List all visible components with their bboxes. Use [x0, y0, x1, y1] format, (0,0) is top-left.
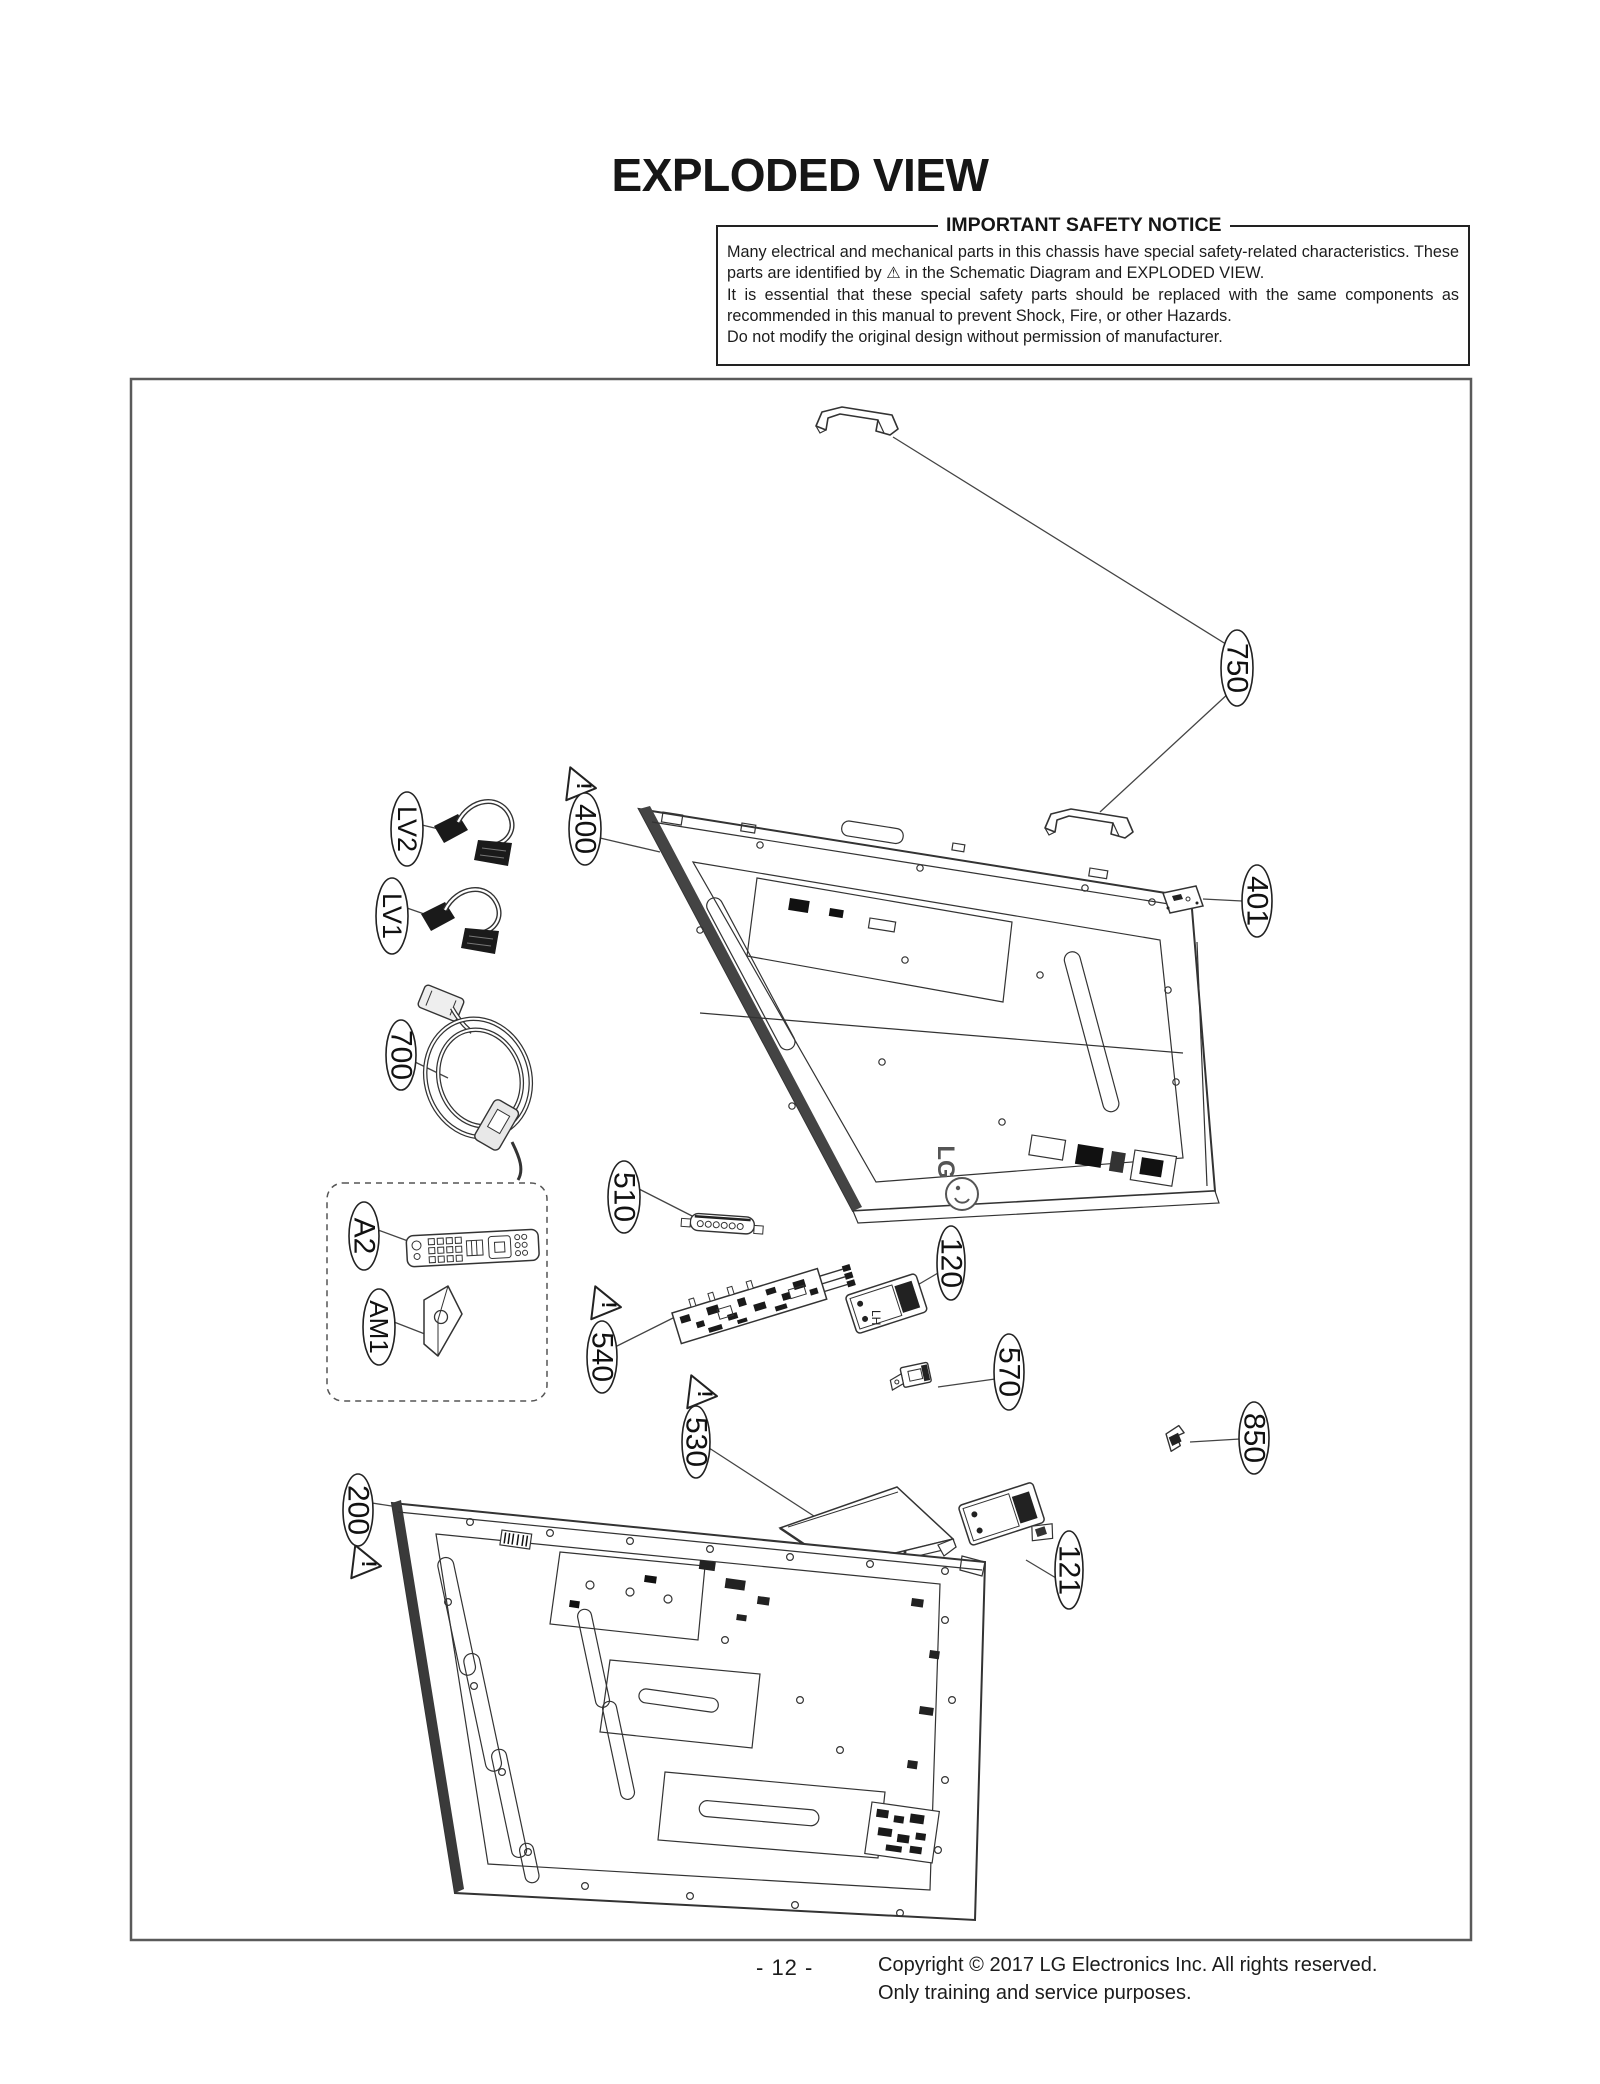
part-label-540 — [586, 1321, 619, 1393]
bracket-part-am1 — [424, 1286, 462, 1356]
warning-icon-530 — [676, 1369, 717, 1408]
part-label-750 — [1221, 630, 1254, 706]
part-label-text: 700 — [384, 1029, 418, 1081]
warning-exclamation: ! — [693, 1390, 716, 1398]
handle-bracket-bottom — [1045, 809, 1133, 838]
back-cover-part — [639, 806, 1219, 1223]
part-label-text: 510 — [607, 1171, 641, 1223]
part-label-text: 400 — [568, 803, 602, 855]
safety-notice-line: Many electrical and mechanical parts in this chassis have special safety-related characteristics. These — [727, 243, 1459, 261]
part-label-lv2 — [391, 792, 423, 866]
part-label-text: A2 — [347, 1217, 381, 1255]
part-label-text: 120 — [934, 1237, 968, 1289]
safety-notice-line: parts are identified by ⚠ in the Schematic Diagram and EXPLODED VIEW. — [727, 264, 1265, 283]
part-label-text: 540 — [585, 1331, 619, 1383]
power-cord-part — [410, 984, 546, 1180]
connector-strip-part-510 — [681, 1212, 764, 1235]
part-label-text: 750 — [1220, 642, 1254, 694]
warning-exclamation: ! — [597, 1301, 620, 1309]
warning-exclamation: ! — [572, 782, 595, 790]
safety-notice-line: recommended in this manual to prevent Shock, Fire, or other Hazards. — [727, 306, 1232, 325]
part-label-text: 200 — [341, 1484, 375, 1536]
part-label-text: 530 — [679, 1416, 713, 1468]
part-label-120 — [935, 1226, 968, 1300]
lvds-cable-lv1 — [421, 890, 499, 954]
page-title: EXPLODED VIEW — [611, 149, 989, 201]
part-label-text: 121 — [1052, 1544, 1086, 1596]
part-label-530 — [680, 1406, 713, 1478]
clip-part-850 — [1165, 1425, 1187, 1452]
part-label-text: AM1 — [364, 1300, 394, 1354]
part-label-850 — [1238, 1402, 1271, 1474]
part-label-401 — [1241, 865, 1274, 937]
copyright-notice — [878, 1952, 1377, 2007]
warning-exclamation: ! — [357, 1560, 380, 1568]
safety-notice-title: IMPORTANT SAFETY NOTICE — [938, 214, 1230, 237]
part-label-text: 850 — [1237, 1412, 1271, 1464]
page-number: - 12 - — [756, 1955, 814, 1980]
lg-logo-text: LG — [932, 1145, 959, 1179]
speaker-part-121 — [958, 1480, 1056, 1563]
speaker-lh-marking: LH — [869, 1310, 883, 1326]
part-label-lv1 — [376, 878, 408, 954]
part-label-700 — [385, 1020, 418, 1090]
handle-bracket-top — [816, 407, 898, 435]
small-plate-part-401 — [1163, 886, 1203, 913]
part-label-text: LV2 — [392, 805, 422, 853]
part-label-text: 401 — [1240, 875, 1274, 927]
part-label-text: 570 — [992, 1346, 1026, 1398]
copyright-line: Copyright © 2017 LG Electronics Inc. All rights reserved. — [878, 1954, 1378, 1976]
part-label-400 — [569, 793, 602, 865]
remote-control-part — [406, 1229, 539, 1267]
warning-icon-540 — [580, 1280, 621, 1319]
panel-module-part — [392, 1500, 985, 1920]
copyright-line: Only training and service purposes. — [878, 1981, 1192, 2004]
part-label-570 — [993, 1334, 1026, 1410]
part-label-a2 — [348, 1202, 381, 1270]
main-board-part — [670, 1252, 858, 1344]
part-label-text: LV1 — [377, 892, 407, 940]
safety-notice-line: Do not modify the original design without permission of manufacturer. — [727, 328, 1223, 347]
part-label-am1 — [363, 1289, 395, 1365]
safety-notice-line: It is essential that these special safety parts should be replaced with the same components as — [727, 285, 1459, 304]
part-label-200 — [342, 1474, 375, 1546]
part-label-510 — [608, 1161, 641, 1233]
part-label-121 — [1053, 1531, 1086, 1609]
lvds-cable-lv2 — [434, 802, 512, 866]
sensor-part-570 — [888, 1362, 931, 1390]
speaker-part-120 — [845, 1273, 928, 1334]
